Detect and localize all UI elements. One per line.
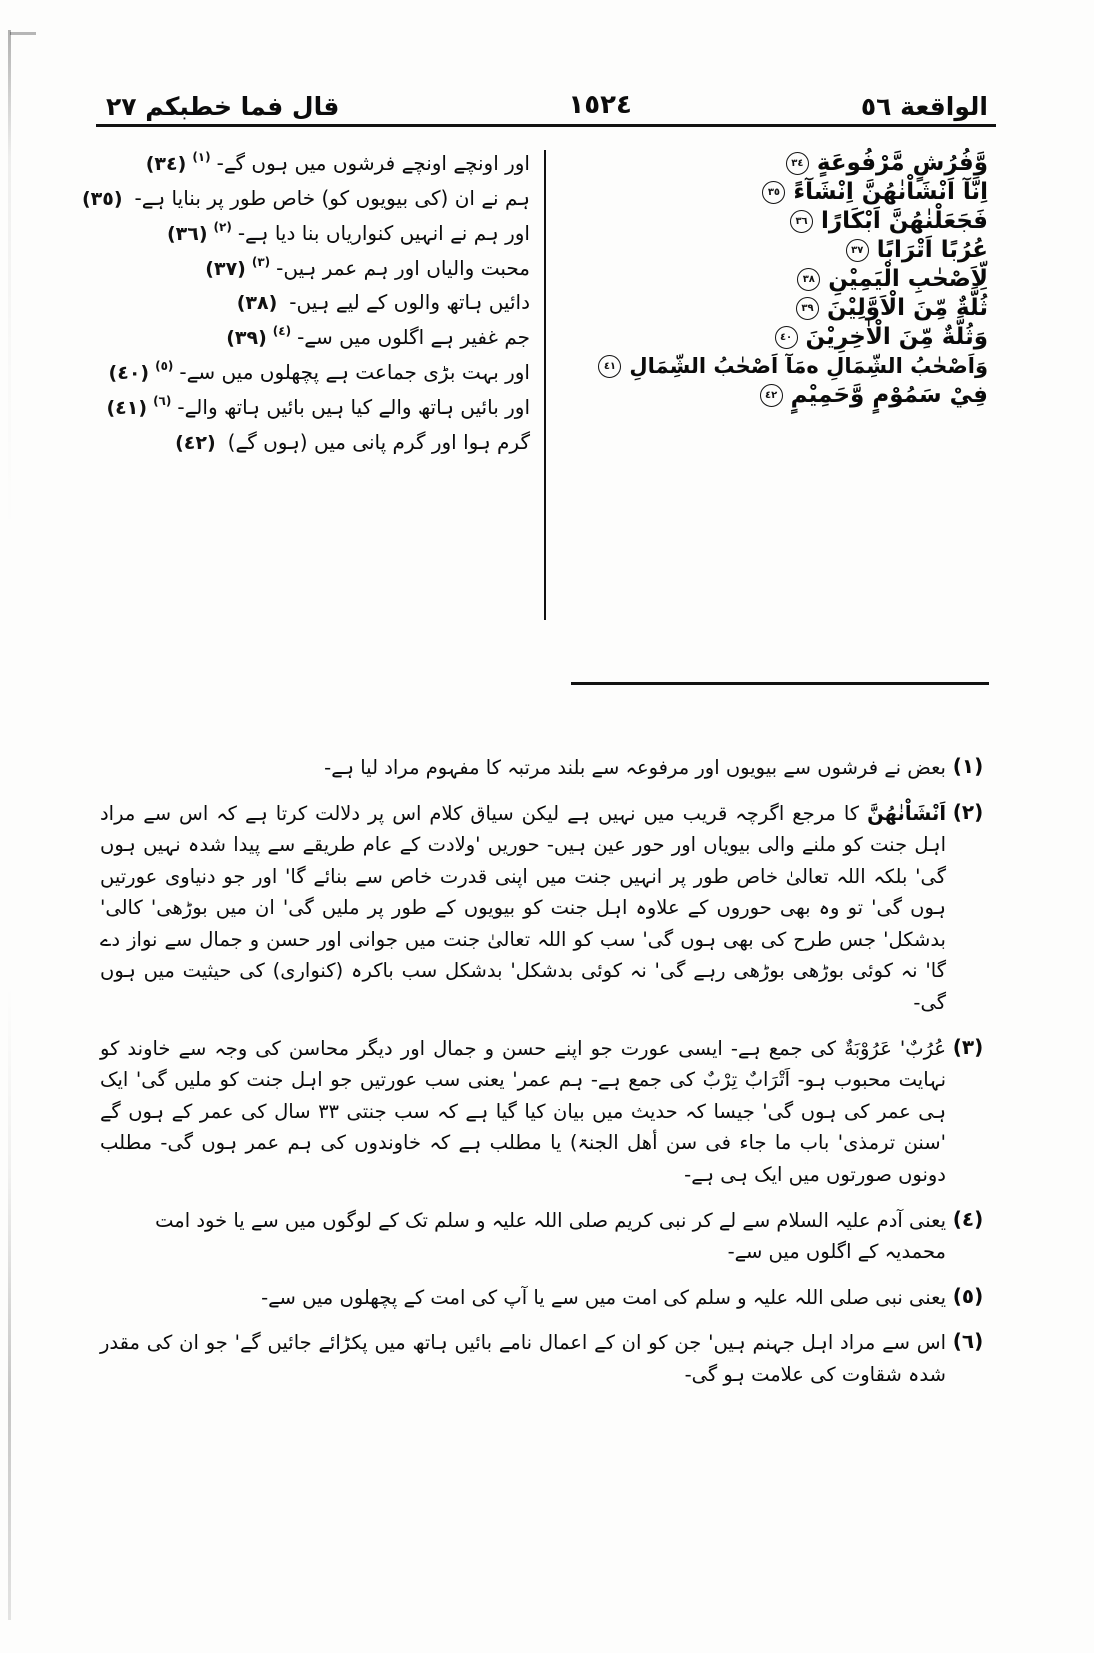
footnote-marker: (٥) — [952, 1283, 984, 1308]
ayah-arabic-text: وَاَصْحٰبُ الشِّمَالِ ەمَآ اَصْحٰبُ الشِّمَالِ — [629, 354, 988, 378]
translation-text: محبت والیاں اور ہم عمر ہیں- — [276, 255, 530, 280]
footnote-reference: (٦) — [153, 393, 172, 408]
urdu-translation-column — [81, 146, 544, 651]
footnote-arabic-lead: اَنْشَاْنٰهُنَّ — [867, 801, 947, 825]
footnote-text — [100, 798, 946, 1019]
translation-text: گرم ہوا اور گرم پانی میں (ہوں گے) — [227, 429, 530, 454]
ayah-line — [797, 268, 988, 291]
header-page-number: ١٥٢٤ — [568, 90, 632, 121]
column-divider-rule — [544, 150, 546, 620]
verse-number: (٤١) — [106, 396, 148, 419]
footnote-marker: (٦) — [952, 1329, 984, 1354]
footnote-marker: (٣) — [952, 1034, 984, 1059]
translation-text: اور اونچے اونچے فرشوں میں ہوں گے- — [216, 151, 530, 175]
translation-text: ہم نے ان (کی بیویوں کو) خاص طور پر بنایا ہے- — [134, 185, 530, 210]
translation-line — [105, 254, 530, 281]
ayah-line — [786, 152, 988, 175]
ayah-number-marker: ٣٥ — [762, 181, 785, 204]
footnote-item — [100, 752, 990, 784]
commentary-divider-rule — [571, 682, 989, 685]
ayah-line — [760, 384, 988, 407]
ayah-number-marker: ٣٧ — [846, 239, 869, 262]
ayah-line — [790, 210, 988, 233]
footnote-marker: (١) — [952, 754, 984, 778]
scan-edge-artifact-left — [8, 30, 11, 1620]
translation-text: اور بہت بڑی جماعت ہے پچھلوں میں سے- — [179, 360, 530, 385]
translation-line — [105, 431, 530, 455]
ayah-number-marker: ٤٢ — [760, 384, 783, 407]
verse-section — [81, 146, 996, 651]
translation-line — [105, 326, 530, 350]
ayah-number-marker: ٣٤ — [786, 152, 809, 175]
translation-text: جم غفیر ہے اگلوں میں سے- — [297, 325, 530, 350]
ayah-arabic-text: فِيْ سَمُوْمٍ وَّحَمِيْمٍ — [790, 382, 988, 408]
ayah-line — [762, 181, 988, 204]
translation-line — [105, 219, 530, 246]
header-divider-rule — [96, 124, 996, 127]
translation-line — [81, 185, 530, 211]
ayah-number-marker: ٣٨ — [797, 268, 820, 291]
ayah-arabic-text: لِّاَصْحٰبِ الْيَمِيْنِ — [828, 266, 988, 292]
ayah-line — [598, 355, 988, 378]
footnote-reference: (٢) — [213, 219, 232, 234]
ayah-line — [846, 239, 988, 262]
page-header — [106, 74, 988, 120]
footnote-reference: (٤) — [272, 324, 292, 339]
translation-text: اور ہم نے انہیں کنواریاں بنا دیا ہے- — [237, 220, 530, 245]
header-juz-label: قال فما خطبكم ٢٧ — [106, 91, 340, 121]
footnote-item — [100, 1033, 990, 1191]
ayah-arabic-text: عُرُبًا اَتْرَابًا — [876, 237, 988, 263]
ayah-number-marker: ٣٦ — [790, 210, 813, 233]
translation-line — [105, 291, 530, 315]
verse-number: (٤٢) — [175, 431, 216, 454]
footnote-reference: (٣) — [251, 254, 271, 269]
translation-line — [105, 152, 530, 176]
translation-text: دائیں ہاتھ والوں کے لیے ہیں- — [289, 290, 530, 315]
ayah-arabic-text: فَجَعَلْنٰهُنَّ اَبْكَارًا — [821, 208, 988, 234]
verse-number: (٣٧) — [205, 257, 246, 280]
ayah-arabic-text: وَّفُرُشٍ مَّرْفُوعَةٍ — [816, 150, 988, 176]
footnote-reference: (٥) — [155, 359, 174, 374]
footnote-text: یعنی آدم علیہ السلام سے لے کر نبی کریم صلی اللہ علیہ و سلم تک کے لوگوں میں سے یا خود امت محمدیہ کے اگلوں میں سے- — [155, 1208, 946, 1264]
footnote-item — [100, 798, 990, 1019]
footnote-marker: (٤) — [952, 1206, 984, 1231]
header-surah-label: الواقعة ٥٦ — [860, 91, 988, 121]
footnote-text: بعض نے فرشوں سے بیویوں اور مرفوعہ سے بلند مرتبہ کا مفہوم مراد لیا ہے- — [324, 756, 946, 779]
translation-line — [105, 361, 530, 385]
ayah-arabic-text: ثُلَّةٌ مِّنَ الْاَوَّلِيْنَ — [827, 295, 988, 321]
ayah-number-marker: ٤٠ — [775, 326, 798, 349]
footnote-body-text: کا مرجع اگرچہ قریب میں نہیں ہے لیکن سیاق کلام اس پر دلالت کرتا ہے کہ اس سے مراد اہل جنت کو ملنے والی بیویاں اور حور عین ہیں- حوریں 'ولادت کے عام طریقے سے پیدا شدہ نہیں ہوں گی' بلکہ اللہ تعالیٰ خاص طور پر انہیں جنت میں اپنی قدرت خاص سے بنائے گا' اور جو دنیاوی عورتیں ہوں گی' تو وہ بھی حوروں کے علاوہ اہل جنت کو بیویوں کے طور پر ملیں گی' ان میں بوڑھی' کالی' بدشکل' جس طرح کی بھی ہوں گی' سب کو اللہ تعالیٰ جنت میں جوانی اور حسن و جمال سے نواز دے گا' نہ کوئی بوڑھی بوڑھی رہے گی' نہ کوئی بدشکل' بدشکل سب باکرہ (کنواری) کی حیثیت میں ہوں گی- — [100, 801, 946, 1015]
ayah-number-marker: ٤١ — [598, 355, 621, 378]
footnote-item — [100, 1327, 990, 1390]
verse-number: (٣٥) — [81, 187, 123, 210]
ayah-arabic-text: وَثُلَّةٌ مِّنَ الْاٰخِرِيْنَ — [805, 324, 988, 350]
footnote-marker: (٢) — [952, 799, 984, 824]
footnote-reference: (١) — [192, 150, 211, 164]
footnote-text: عُرُبٌ' عَرُوْبَةٌ کی جمع ہے- ایسی عورت جو اپنے حسن و جمال اور دیگر محاسن کی وجہ سے خاوند کو نہایت محبوب ہو- اَتْرَابٌ تِرْبٌ کی جمع ہے- ہم عمر' یعنی سب عورتیں جو اہل جنت کو ملیں گی' ایک ہی عمر کی ہوں گی' جیسا کہ حدیث میں بیان کیا گیا ہے کہ سب جنتی ٣٣ سال کی عمر کے ہوں گے 'سنن ترمذی' باب ما جاء فی سن أھل الجنۃ) یا مطلب ہے کہ خاوندوں کی ہم عمر ہوں گی- مطلب دونوں صورتوں میں ایک ہی ہے- — [100, 1036, 946, 1186]
footnotes-section — [100, 752, 990, 1404]
ayah-number-marker: ٣٩ — [796, 297, 819, 320]
ayah-line — [775, 326, 988, 349]
verse-number: (٣٩) — [226, 327, 267, 350]
footnote-text: اس سے مراد اہل جہنم ہیں' جن کو ان کے اعمال نامے بائیں ہاتھ میں پکڑائے جائیں گے' جو ان کی مقدر شدہ شقاوت کی علامت ہو گی- — [100, 1331, 946, 1386]
translation-text: اور بائیں ہاتھ والے کیا ہیں بائیں ہاتھ والے- — [177, 394, 530, 419]
verse-number: (٣٦) — [166, 222, 208, 245]
footnote-text: یعنی نبی صلی اللہ علیہ و سلم کی امت میں سے یا آپ کی امت کے پچھلوں میں سے- — [261, 1285, 946, 1309]
ayah-arabic-text: اِنَّآ اَنْشَاْنٰهُنَّ اِنْشَآءً — [793, 179, 988, 205]
verse-number: (٣٤) — [145, 153, 187, 175]
scan-edge-artifact-top — [10, 32, 36, 35]
translation-line — [105, 393, 530, 420]
verse-number: (٣٨) — [236, 292, 278, 315]
ayah-line — [796, 297, 988, 320]
arabic-verse-column — [546, 146, 996, 651]
footnote-item — [100, 1205, 990, 1268]
verse-number: (٤٠) — [108, 362, 150, 385]
footnote-item — [100, 1282, 990, 1314]
